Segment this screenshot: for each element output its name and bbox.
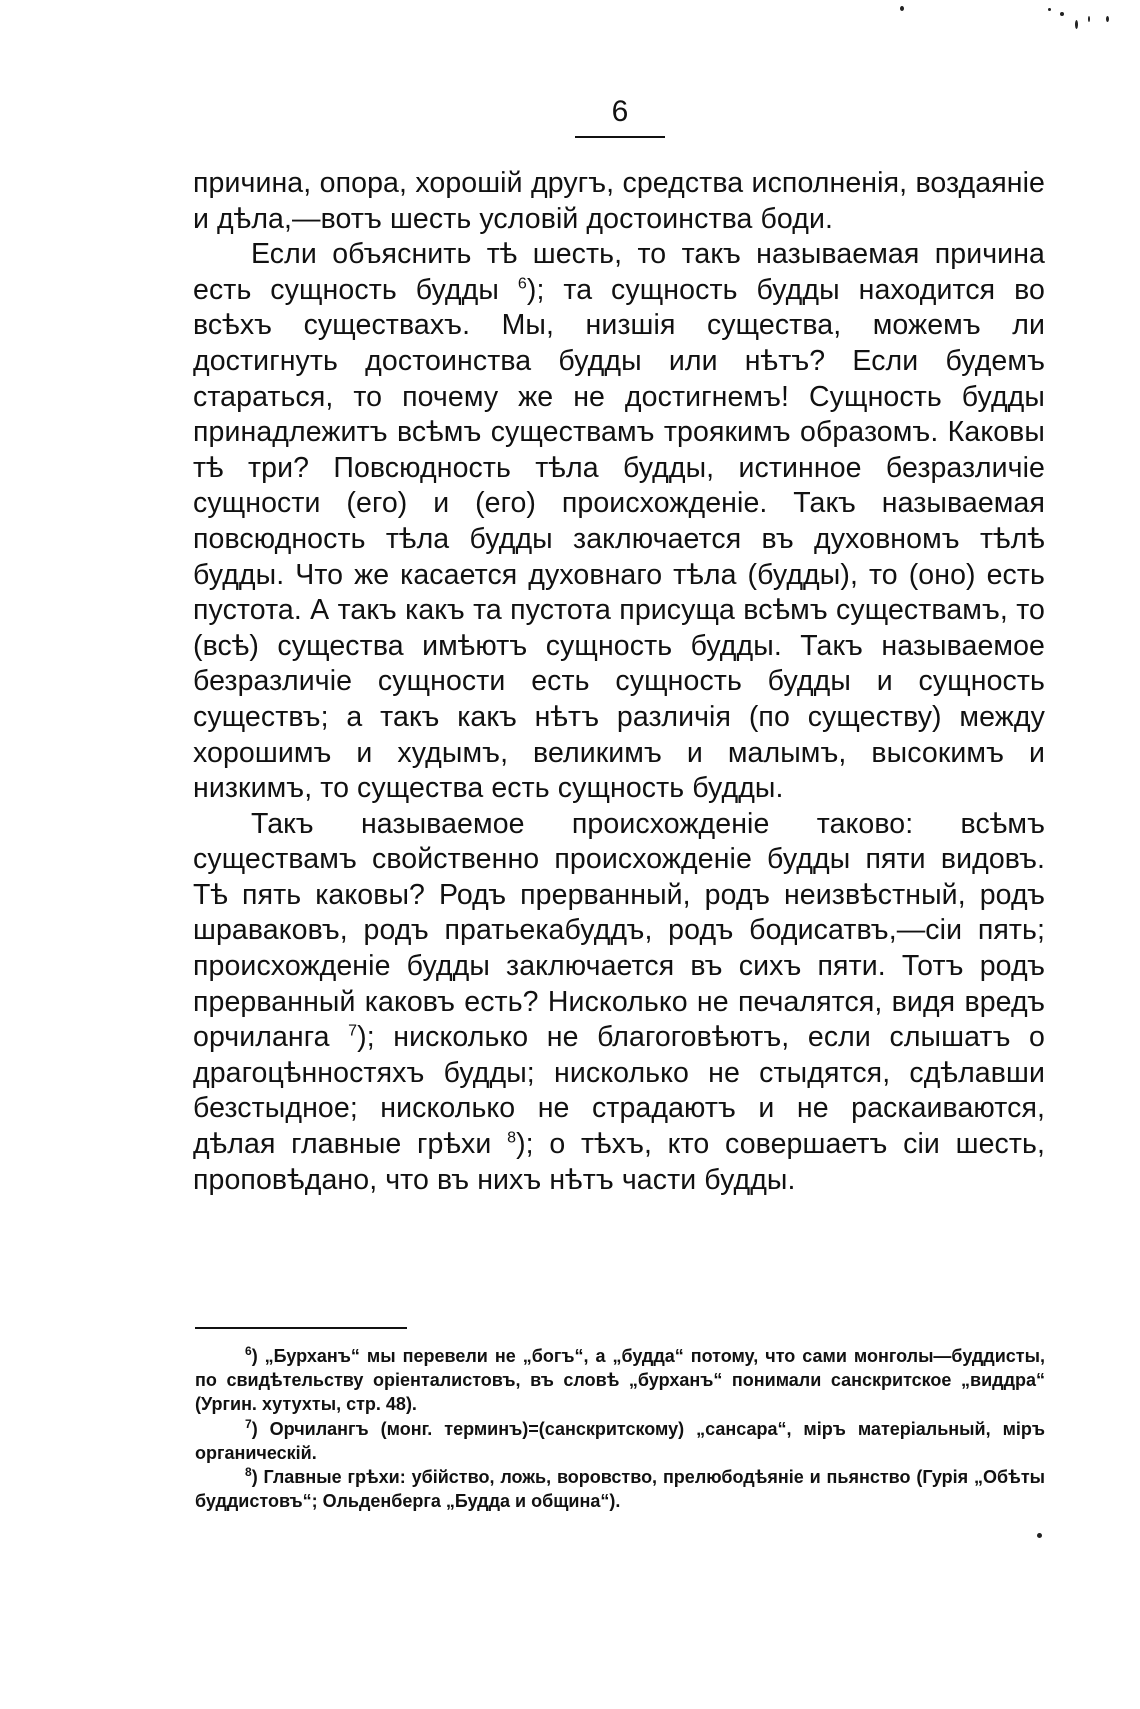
footnote-6-text: ) „Бурханъ“ мы перевели не „богъ“, а „будда“ потому, что сами монголы—буддисты, по свидѣтельству оріенталистовъ, въ словѣ „бурханъ“ понимали санскритское „виддра“ (Ургин. хутухты, стр. 48). (195, 1346, 1045, 1415)
paragraph-continuation (193, 166, 1045, 237)
scan-speck (1060, 12, 1064, 16)
scan-speck (1088, 16, 1090, 22)
body-text (193, 166, 1045, 1198)
footnote-7 (195, 1417, 1045, 1465)
scan-speck (1075, 20, 1078, 29)
paragraph-1-text: причина, опора, хорошій другъ, средства исполненія, воздаяніе и дѣла,—вотъ шесть условій достоинства боди. (193, 167, 1045, 235)
footnotes (195, 1344, 1045, 1513)
paragraph-3-text-start: Такъ называемое происхожденіе таково: всѣмъ существамъ свойственно происхожденіе будды пяти видовъ. Тѣ пять каковы? Родъ прерванный, родъ неизвѣстный, родъ шраваковъ, родъ пратьекабуддъ, родъ бодисатвъ,—сіи пять; происхожденіе будды заключается въ сихъ пяти. Тотъ родъ прерванный каковъ есть? Нисколько не печалятся, видя вредъ орчиланга (193, 807, 1045, 1054)
footnote-7-mark: 7 (245, 1416, 252, 1431)
footnote-6 (195, 1344, 1045, 1417)
footnote-ref-6: 6 (517, 275, 527, 293)
scan-speck (1106, 16, 1109, 22)
footnote-8-text: ) Главные грѣхи: убійство, ложь, воровство, прелюбодѣяніе и пьянство (Гурія „Обѣты буддистовъ“; Ольденберга „Будда и община“). (195, 1467, 1045, 1512)
paragraph-sources-of-buddha-nature (193, 237, 1045, 807)
paragraph-2-text-end: ); та сущность будды находится во всѣхъ существахъ. Мы, низшія существа, можемъ ли достигнуть достоинства будды или нѣтъ? Если будемъ стараться, то почему же не достигнемъ! Сущность будды принадлежитъ всѣмъ существамъ троякимъ образомъ. Каковы тѣ три? Повсюдность тѣла будды, истинное безразличіе сущности (его) и (его) происхожденіе. Такъ называемая повсюдность тѣла будды заключается въ духовномъ тѣлѣ будды. Что же касается духовнаго тѣла (будды), то (оно) есть пустота. А такъ какъ та пустота присуща всѣмъ существамъ, то (всѣ) существа имѣютъ сущность будды. Такъ называемое безразличіе сущности есть сущность будды и сущность существъ; а такъ какъ нѣтъ различія (по существу) между хорошимъ и худымъ, великимъ и малымъ, высокимъ и низкимъ, то существа есть сущность будды. (193, 273, 1045, 805)
footnote-ref-8: 8 (507, 1129, 517, 1147)
footnote-6-mark: 6 (245, 1344, 252, 1358)
footnote-7-text: ) Орчилангъ (монг. терминъ)=(санскритскому) „сансара“, міръ матеріальный, міръ органическій. (195, 1418, 1045, 1463)
footnote-8-mark: 8 (245, 1465, 252, 1480)
paragraph-3-text-end: ); о тѣхъ, кто совершаетъ сіи шесть, проповѣдано, что въ нихъ нѣтъ части будды. (193, 1128, 1046, 1196)
footnote-ref-7: 7 (348, 1022, 358, 1040)
page-header (575, 92, 665, 138)
footnote-8 (195, 1465, 1045, 1513)
paragraph-2-text-start: Если объяснить тѣ шесть, то такъ называемая причина есть сущность будды (193, 238, 1045, 306)
paragraph-3-text-middle: ); нисколько не благоговѣютъ, если слышатъ о драгоцѣнностяхъ будды; нисколько не стыдятся, сдѣлавши безстыдное; нисколько не страдаютъ и не раскаиваются, дѣлая главные грѣхи (193, 1021, 1045, 1161)
footnote-separator (195, 1327, 407, 1329)
scan-speck (1048, 8, 1051, 11)
page-number: 6 (611, 95, 629, 128)
page-number-underline (575, 136, 665, 138)
scan-speck (1037, 1533, 1042, 1538)
scan-speck (900, 6, 904, 11)
paragraph-origin-five-kinds (193, 807, 1045, 1199)
